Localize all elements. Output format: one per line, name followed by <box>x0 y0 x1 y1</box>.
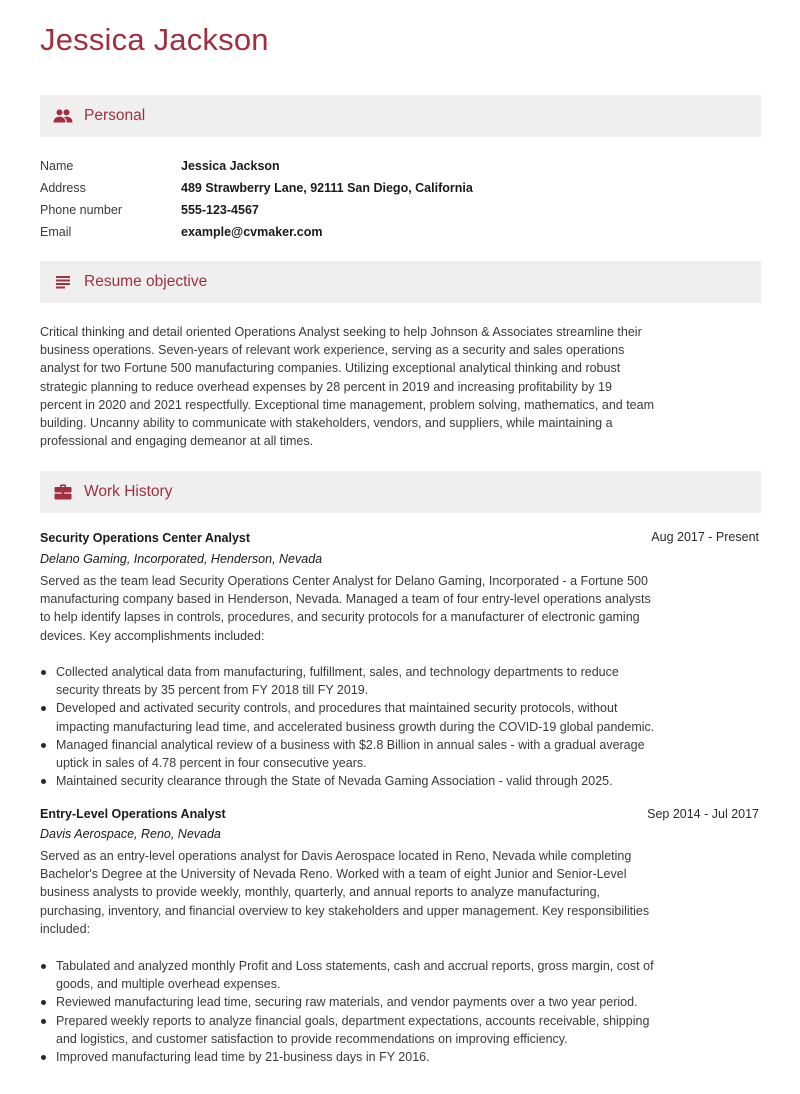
section-header-work-history <box>40 471 761 513</box>
job-accomplishments-list <box>40 663 660 790</box>
field-label: Phone number <box>40 203 123 217</box>
objective-text: Critical thinking and detail oriented Operations Analyst seeking to help Johnson & Associates streamline their business operations. Seven-years of relevant work experience, serving as a security and sales operations analyst for two Fortune 500 manufacturing companies. Utilizing exceptional analytical thinking and robust strategic planning to reduce overhead expenses by 28 percent in 2019 and increasing profitability by 19 percent in 2020 and 2021 respectfully. Exceptional time management, problem solving, mathematics, and team building. Uncanny ability to communicate with stakeholders, vendors, and suppliers, while maintaining a professional and engaging demeanor at all times. <box>40 325 654 449</box>
section-title: Work History <box>84 483 173 500</box>
list-item: Reviewed manufacturing lead time, securing raw materials, and vendor payments over a two year period. <box>40 993 660 1011</box>
personal-row-name <box>40 155 473 177</box>
text-lines-icon <box>52 272 74 292</box>
field-label: Email <box>40 225 72 239</box>
list-item: Collected analytical data from manufacturing, fulfillment, sales, and technology departments to reduce security threats by 35 percent from FY 2018 till FY 2019. <box>40 663 660 699</box>
personal-details-table <box>40 155 473 243</box>
field-value: 489 Strawberry Lane, 92111 San Diego, California <box>181 181 473 195</box>
personal-row-address <box>40 177 473 199</box>
section-header-personal <box>40 95 761 137</box>
job-description: Served as an entry-level operations analyst for Davis Aerospace located in Reno, Nevada while completing Bachelor's Degree at the University of Nevada Reno. Worked with a team of eight Junior and Senior-Level business analysts to provide weekly, monthly, quarterly, and annual reports to analyze manufacturing, purchasing, inventory, and financial overview to key stakeholders and upper management. Key responsibilities included: <box>40 849 650 936</box>
job-company: Davis Aerospace, Reno, Nevada <box>40 827 221 841</box>
list-item: Improved manufacturing lead time by 21-business days in FY 2016. <box>40 1048 660 1066</box>
list-item: Managed financial analytical review of a business with $2.8 Billion in annual sales - with a gradual average uptick in sales of 4.78 percent in four consecutive years. <box>40 736 660 772</box>
section-title: Resume objective <box>84 273 208 290</box>
section-header-objective <box>40 261 761 303</box>
personal-row-phone <box>40 199 473 221</box>
field-label: Address <box>40 181 86 195</box>
job-responsibilities-list <box>40 957 660 1066</box>
people-icon <box>52 106 74 126</box>
field-value: Jessica Jackson <box>181 159 280 173</box>
job-dates: Sep 2014 - Jul 2017 <box>647 807 759 821</box>
list-item: Developed and activated security controls, and procedures that maintained security protocols, without impacting manufacturing lead time, and accelerated business growth during the COVID-19 global pandemic. <box>40 699 660 735</box>
field-label: Name <box>40 159 74 173</box>
job-title: Entry-Level Operations Analyst <box>40 807 226 821</box>
field-value: example@cvmaker.com <box>181 225 323 239</box>
job-company: Delano Gaming, Incorporated, Henderson, Nevada <box>40 552 323 566</box>
field-value: 555-123-4567 <box>181 203 259 217</box>
briefcase-icon <box>52 482 74 502</box>
job-description: Served as the team lead Security Operations Center Analyst for Delano Gaming, Incorporated - a Fortune 500 manufacturing company based in Henderson, Nevada. Managed a team of four entry-level operations analysts to help identify lapses in controls, procedures, and security protocols for a manufacturer of electronic gaming devices. Key accomplishments included: <box>40 574 651 643</box>
list-item: Maintained security clearance through the State of Nevada Gaming Association - valid through 2025. <box>40 772 660 790</box>
section-title: Personal <box>84 107 146 124</box>
job-dates: Aug 2017 - Present <box>651 530 759 544</box>
resume-name: Jessica Jackson <box>40 22 269 57</box>
personal-row-email <box>40 221 473 243</box>
list-item: Prepared weekly reports to analyze financial goals, department expectations, accounts receivable, shipping and logistics, and customer satisfaction to provide recommendations on improving efficiency. <box>40 1012 660 1048</box>
job-title: Security Operations Center Analyst <box>40 531 251 545</box>
list-item: Tabulated and analyzed monthly Profit and Loss statements, cash and accrual reports, gross margin, cost of goods, and multiple overhead expenses. <box>40 957 660 993</box>
